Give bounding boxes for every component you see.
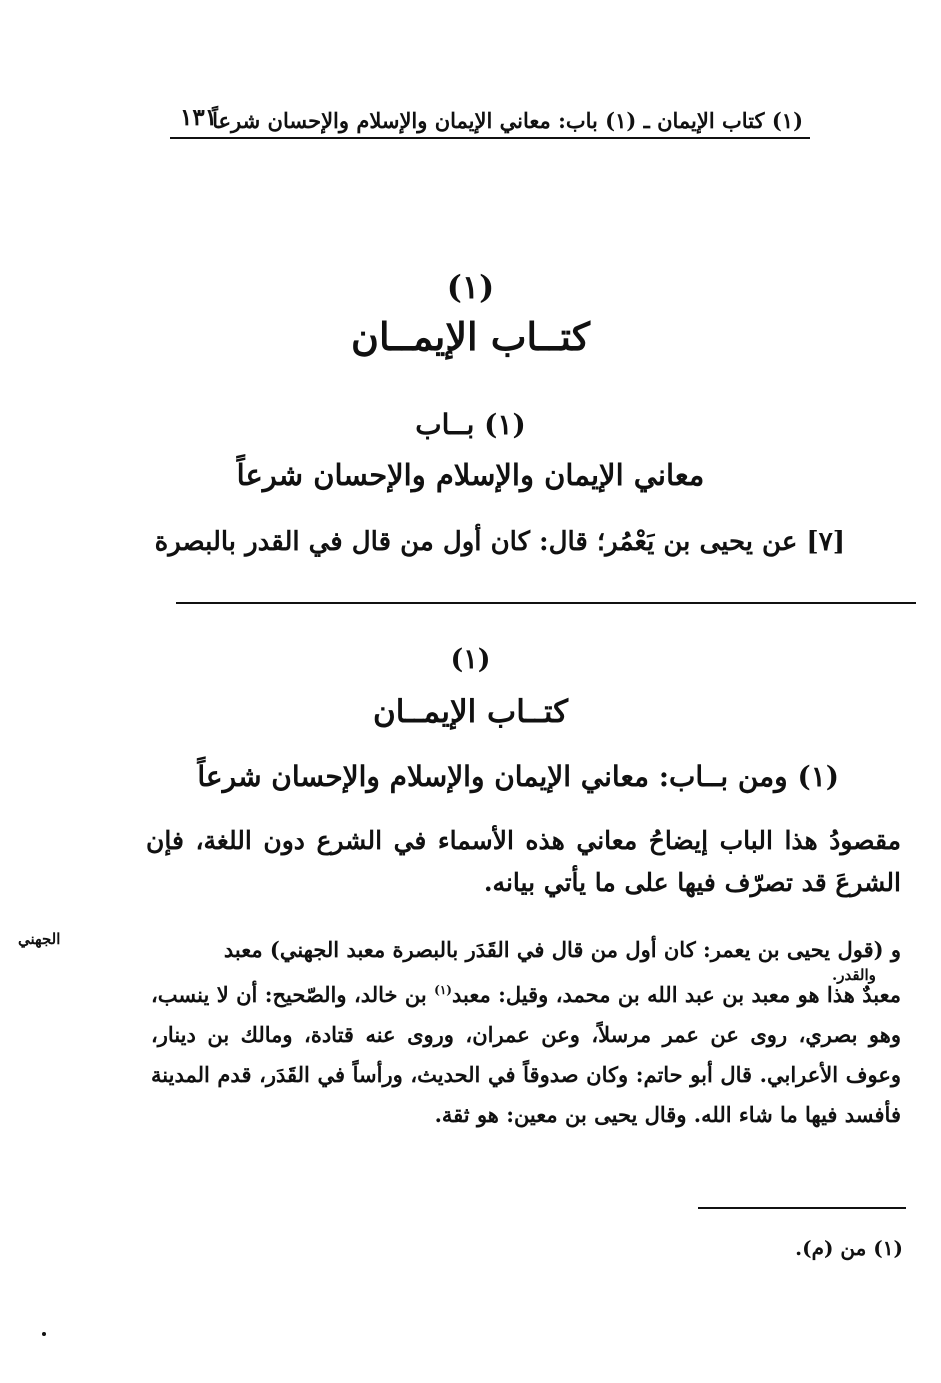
header-rule bbox=[170, 137, 810, 139]
section-divider bbox=[176, 602, 916, 604]
matn-chapter-title: معاني الإيمان والإسلام والإحسان شرعاً bbox=[236, 458, 705, 492]
commentary-text-a: معبدٌ هذا هو معبد بن عبد الله بن محمد، وقيل: معبد bbox=[451, 982, 901, 1007]
sharh-chapter-heading: (١) ومن بــاب: معاني الإيمان والإسلام والإحسان شرعاً bbox=[197, 760, 839, 793]
footnote: (١) من (م). bbox=[795, 1236, 903, 1260]
matn-chapter-number: (١) بــاب bbox=[415, 408, 526, 441]
intro-paragraph: مقصودُ هذا الباب إيضاحُ معاني هذه الأسماء في الشرع دون اللغة، فإن الشرعَ قد تصرّف فيها على ما يأتي بيانه. bbox=[146, 826, 901, 897]
footnote-rule bbox=[698, 1207, 906, 1209]
scan-speck bbox=[42, 1332, 46, 1336]
commentary-line-1: و (قول يحيى بن يعمر: كان أول من قال في القَدَر بالبصرة معبد الجهني) معبد bbox=[223, 937, 901, 962]
matn-book-title: كتــاب الإيمــان bbox=[351, 314, 590, 359]
page-number: ١٣١ bbox=[180, 104, 218, 131]
sharh-book-title: كتــاب الإيمــان bbox=[373, 694, 568, 730]
margin-note-1: الجهني bbox=[18, 930, 61, 948]
footnote-reference[interactable]: (١) bbox=[434, 983, 452, 997]
commentary-paragraph bbox=[151, 930, 901, 1135]
margin-note-2: والقدر. bbox=[832, 966, 876, 984]
hadith-text: [٧] عن يحيى بن يَعْمُر؛ قال: كان أول من قال في القدر بالبصرة bbox=[154, 527, 845, 557]
matn-book-number: (١) bbox=[446, 268, 495, 306]
running-header-title: (١) كتاب الإيمان ـ (١) باب: معاني الإيمان والإسلام والإحسان شرعاً bbox=[212, 108, 803, 133]
sharh-book-number: (١) bbox=[450, 644, 491, 675]
commentary-text-b: بن خالد، والصّحيح: أن لا ينسب، وهو بصري، روى عن عمر مرسلاً، وعن عمران، وروى عنه قتادة، ومالك بن دينار، وعوف الأعرابي. قال أبو حاتم: وكان صدوقاً في الحديث، ورأساً في القَدَر، قدم المدينة فأفسد فيها ما شاء الله. وقال يحيى بن معين: هو ثقة. bbox=[151, 982, 901, 1127]
